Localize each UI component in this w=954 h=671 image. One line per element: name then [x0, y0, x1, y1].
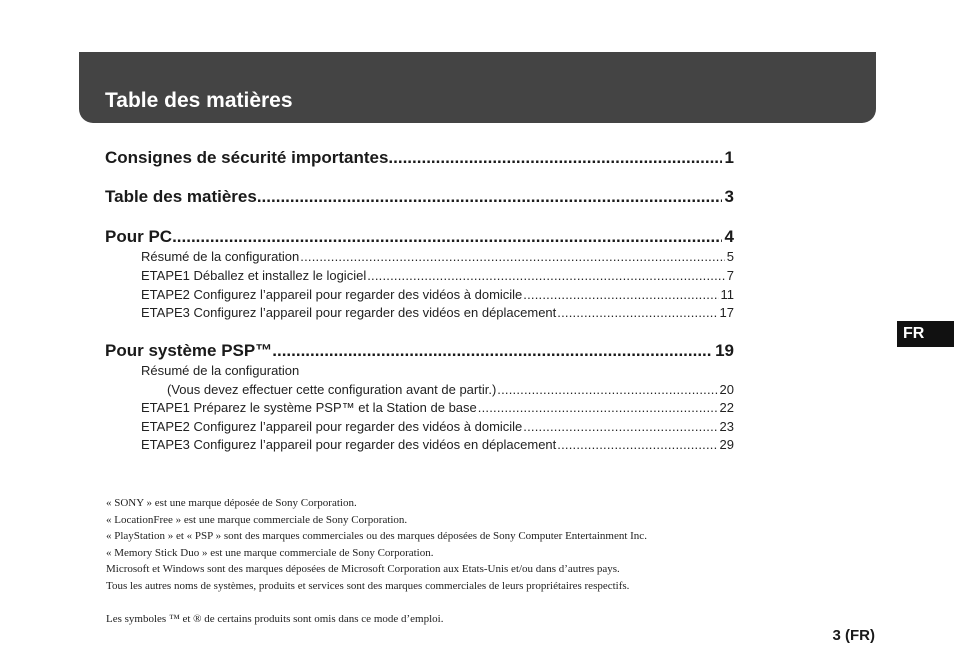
toc-leader-dots — [478, 399, 718, 416]
toc-subentry-page: 11 — [720, 287, 734, 302]
toc-subentry[interactable] — [141, 267, 734, 284]
toc-subentry-page: 20 — [719, 382, 734, 397]
toc-subentry[interactable] — [141, 436, 734, 453]
toc-leader-dots — [523, 286, 718, 303]
trademark-note: « LocationFree » est une marque commerciale de Sony Corporation. — [106, 514, 408, 526]
toc-subentry[interactable] — [141, 248, 734, 265]
toc-subentry-label: ETAPE2 Configurez l’appareil pour regarder des vidéos à domicile — [141, 287, 523, 302]
toc-leader-dots — [367, 267, 725, 284]
toc-subentry-page: 7 — [726, 268, 734, 283]
toc-entry-page: 3 — [724, 187, 734, 206]
toc-subentry-label: Résumé de la configuration — [141, 249, 300, 264]
toc-entry-label: Consignes de sécurité importantes — [105, 148, 389, 167]
toc-entry-label: Pour système PSP™ — [105, 341, 273, 360]
title-banner — [79, 52, 876, 123]
toc-entry-label: Table des matières — [105, 187, 257, 206]
trademark-note: Microsoft et Windows sont des marques déposées de Microsoft Corporation aux Etats-Unis et/ou dans d’autres pays. — [106, 563, 620, 575]
toc-leader-dots — [300, 248, 725, 265]
trademark-note: Tous les autres noms de systèmes, produits et services sont des marques commerciales de leurs propriétaires respectifs. — [106, 580, 630, 592]
toc-subentry-label: ETAPE3 Configurez l’appareil pour regarder des vidéos en déplacement — [141, 305, 557, 320]
toc-subentry-page: 22 — [719, 400, 734, 415]
toc-entry-psp[interactable] — [105, 341, 734, 361]
toc-subentry-label: ETAPE1 Déballez et installez le logiciel — [141, 268, 367, 283]
toc-entry-page: 1 — [724, 148, 734, 167]
toc-subentry-page: 17 — [719, 305, 734, 320]
toc-entry-page: 19 — [715, 341, 734, 360]
toc-leader-dots — [388, 148, 721, 168]
toc-subentry-label: ETAPE1 Préparez le système PSP™ et la Station de base — [141, 400, 477, 415]
toc-subentry[interactable] — [141, 399, 734, 416]
toc-leader-dots — [523, 418, 717, 435]
toc-subentry-label: ETAPE3 Configurez l’appareil pour regarder des vidéos en déplacement — [141, 437, 557, 452]
toc-subentry-page: 5 — [726, 249, 734, 264]
toc-leader-dots — [497, 381, 717, 398]
page-title: Table des matières — [105, 89, 293, 112]
toc-leader-dots — [557, 304, 717, 321]
toc-subentry-page: 23 — [719, 419, 734, 434]
toc-subentry-label: (Vous devez effectuer cette configuration avant de partir.) — [167, 382, 497, 397]
toc-subentry[interactable] — [141, 304, 734, 321]
toc-subentry-page: 29 — [719, 437, 734, 452]
toc-subentry-label: Résumé de la configuration — [141, 363, 300, 378]
toc-leader-dots — [172, 227, 721, 247]
page-number: 3 (FR) — [832, 627, 875, 644]
toc-leader-dots — [272, 341, 712, 361]
trademark-note: « SONY » est une marque déposée de Sony Corporation. — [106, 497, 357, 509]
toc-subentry[interactable] — [167, 381, 734, 398]
language-tab: FR — [897, 321, 954, 347]
trademark-note: « PlayStation » et « PSP » sont des marques commerciales ou des marques déposées de Sony Computer Entertainment Inc. — [106, 530, 647, 542]
toc-entry-label: Pour PC — [105, 227, 173, 246]
toc-entry-safety[interactable] — [105, 148, 734, 168]
toc-subentry-label: ETAPE2 Configurez l’appareil pour regarder des vidéos à domicile — [141, 419, 523, 434]
toc-leader-dots — [257, 187, 722, 207]
toc-subentry[interactable] — [141, 418, 734, 435]
toc-entry-pc[interactable] — [105, 227, 734, 247]
toc-entry-page: 4 — [724, 227, 734, 246]
toc-leader-dots — [557, 436, 717, 453]
trademark-note: « Memory Stick Duo » est une marque commerciale de Sony Corporation. — [106, 547, 434, 559]
symbols-note: Les symboles ™ et ® de certains produits sont omis dans ce mode d’emploi. — [106, 613, 444, 625]
toc-entry-contents[interactable] — [105, 187, 734, 207]
toc-subentry[interactable] — [141, 286, 734, 303]
